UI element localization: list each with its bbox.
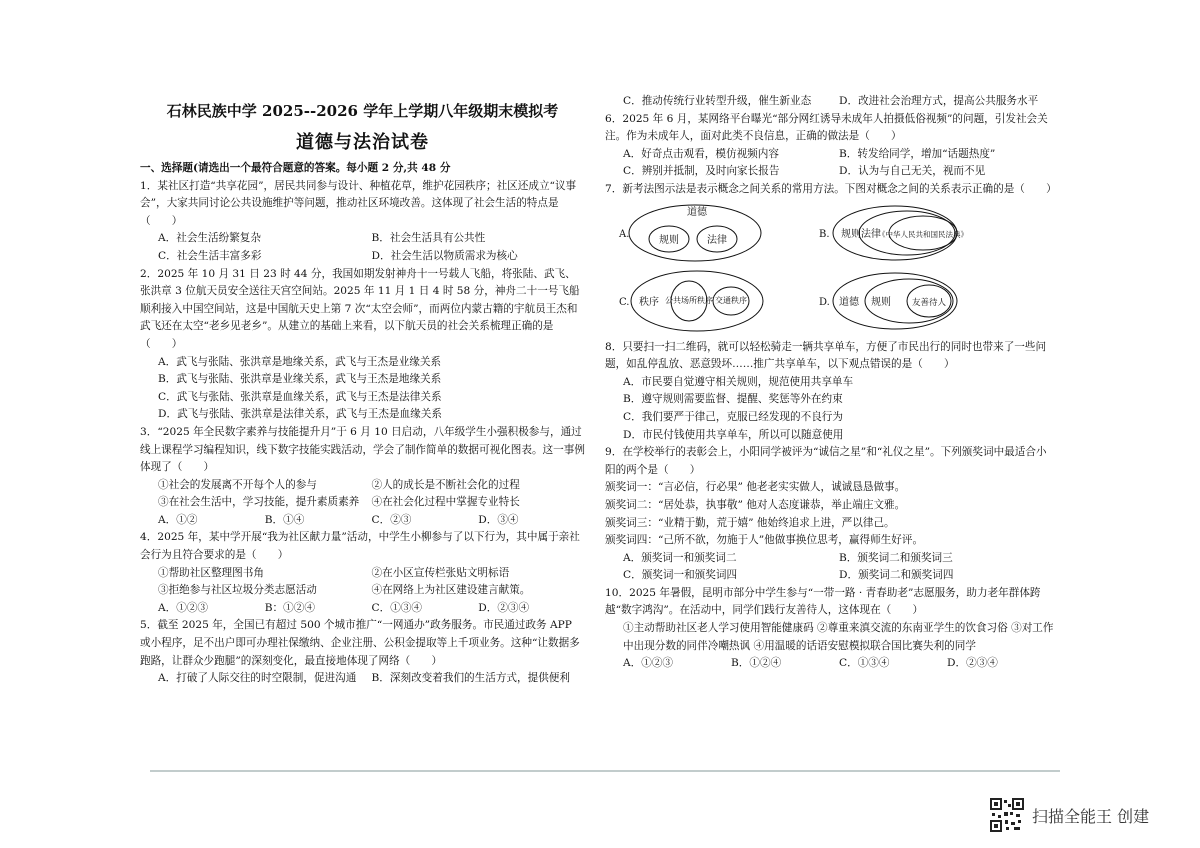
- item-2: ②人的成长是不断社会化的过程: [371, 478, 520, 491]
- diagrams-ab: [605, 201, 1055, 265]
- question-stem: 10．2025 年暑假，昆明市部分中学生参与“一带一路 · 青春助老”志愿服务，助力老年群体跨越“数字鸿沟”。在活动中，同学们践行友善待人，这体现在（ ）: [605, 586, 1041, 617]
- option-d: D．颁奖词二和颁奖词四: [839, 569, 954, 582]
- option-a: A．好奇点击观看，模仿视频内容: [623, 147, 779, 160]
- option-d: D．武飞与张陆、张洪章是法律关系，武飞与王杰是血缘关系: [158, 408, 442, 421]
- award-1: 颁奖词一：“言必信，行必果” 他老老实实做人，诚诚恳恳做事。: [605, 481, 906, 494]
- question-8: [605, 339, 1055, 445]
- option-c: C．辨别并抵制，及时向家长报告: [623, 165, 780, 178]
- option-a: A．打破了人际交往的时空限制，促进沟通: [158, 672, 357, 685]
- option-b: B：①②④: [264, 601, 315, 614]
- question-1: [140, 178, 585, 266]
- diagram-c-outer-text: 秩序: [639, 296, 659, 308]
- diagram-b-inner-text: 《中华人民共和国民法典》: [878, 229, 968, 239]
- question-stem: 3．“2025 年全民数字素养与技能提升月”于 6 月 10 日启动，八年级学生小强积极参与，通过线上课程学习编程知识，线下数字技能实践活动，学会了制作简单的数据可视化图表。这一事例体现了（ ）: [140, 425, 585, 474]
- item-1: ①帮助社区整理图书角: [158, 566, 264, 579]
- section-heading: 一、选择题(请选出一个最符合题意的答案。每小题 2 分,共 48 分: [140, 162, 451, 174]
- diagram-a-label: A.: [619, 228, 630, 240]
- question-stem: 7．新考法图示法是表示概念之间关系的常用方法。下图对概念之间的关系表示正确的是（ ）: [605, 182, 1057, 195]
- question-9: [605, 444, 1055, 585]
- diagram-d-outer-text: 道德: [839, 296, 859, 308]
- question-stem: 4．2025 年，某中学开展“我为社区献力量”活动，中学生小柳参与了以下行为，其中属于亲社会行为且符合要求的是（ ）: [140, 531, 580, 562]
- item-1: ①社会的发展离不开每个人的参与: [158, 478, 317, 491]
- diagram-row-cd: [605, 269, 1055, 335]
- option-b: B．遵守规则需要监督、提醒、奖惩等外在约束: [623, 393, 843, 406]
- option-d: D．市民付钱使用共享单车，所以可以随意使用: [623, 428, 844, 441]
- diagram-a-inner2-text: 法律: [707, 234, 727, 246]
- option-b: B．社会生活具有公共性: [371, 232, 486, 245]
- diagram-c-inner2-text: 交通秩序: [715, 295, 747, 305]
- right-column: [605, 0, 1055, 673]
- option-d: D．②③④: [947, 657, 998, 670]
- option-a: A．颁奖词一和颁奖词二: [623, 551, 737, 564]
- award-2: 颁奖词二：“居处恭，执事敬” 他对人态度谦恭，举止端庄文雅。: [605, 498, 906, 511]
- option-d: D．②③④: [478, 601, 530, 614]
- option-c: C．②③: [371, 513, 412, 526]
- diagram-c-label: C.: [619, 296, 630, 308]
- diagram-b-label: B.: [819, 228, 830, 240]
- option-b: B．转发给同学，增加“话题热度”: [839, 147, 996, 160]
- option-b: B．深刻改变着我们的生活方式，提供便利: [371, 672, 570, 685]
- option-d: D．③④: [478, 513, 519, 526]
- option-c: C．我们要严于律己，克服已经发现的不良行为: [623, 410, 843, 423]
- question-stem: 6．2025 年 6 月，某网络平台曝光“部分网红诱导未成年人拍摄低俗视频”的问题，引发社会关注。作为未成年人，面对此类不良信息，正确的做法是（ ）: [605, 112, 1048, 143]
- option-b: B．武飞与张陆、张洪章是业缘关系，武飞与王杰是地缘关系: [158, 373, 442, 386]
- diagram-d-mid-text: 规则: [871, 296, 891, 308]
- left-column: [140, 0, 585, 688]
- watermark-text: 扫描全能王 创建: [1032, 806, 1150, 826]
- option-c: C．社会生活丰富多彩: [158, 249, 262, 262]
- question-5: [140, 617, 585, 687]
- diagrams-cd: [605, 269, 1055, 335]
- question-3: [140, 424, 585, 530]
- question-stem: 5．截至 2025 年，全国已有超过 500 个城市推广“一网通办”政务服务。市民通过政务 APP 或小程序，足不出户即可办理社保缴纳、企业注册、公积金提取等上千项业务。这种“让数据多跑路，让群众少跑腿”的深刻变化，最直接地体现了网络（ ）: [140, 619, 580, 667]
- item-4: ④在网络上为社区建设建言献策。: [371, 584, 531, 597]
- question-2: [140, 266, 585, 424]
- option-b: B．①④: [264, 513, 305, 526]
- diagram-b-mid-text: 法律: [861, 228, 881, 240]
- item-3: ③拒绝参与社区垃圾分类志愿活动: [158, 584, 317, 597]
- diagram-d-label: D.: [819, 296, 830, 308]
- item-2: ②在小区宣传栏张贴文明标语: [371, 566, 510, 579]
- question-7: [605, 181, 1055, 335]
- items: ①主动帮助社区老人学习使用智能健康码 ②尊重来滇交流的东南亚学生的饮食习俗 ③对工作中出现分数的同伴冷嘲热讽 ④用温暖的话语安慰模拟联合国比赛失利的同学: [623, 622, 1054, 652]
- option-d: D．认为与自己无关，视而不见: [839, 165, 986, 178]
- option-c: C．颁奖词一和颁奖词四: [623, 569, 738, 582]
- option-c: C．武飞与张陆、张洪章是血缘关系，武飞与王杰是法律关系: [158, 390, 442, 403]
- question-stem: 1．某社区打造“共享花园”，居民共同参与设计、种植花草，维护花园秩序；社区还成立“议事会”，大家共同讨论公共设施维护等问题，推动社区环境改善。这体现了社会生活的特点是（ ）: [140, 179, 577, 227]
- option-a: A．①②③: [158, 601, 209, 614]
- item-3: ③在社会生活中，学习技能，提升素质素养: [158, 496, 360, 509]
- award-3: 颁奖词三：“业精于勤，荒于嬉” 他始终追求上进，严以律己。: [605, 516, 895, 529]
- option-a: A．①②: [158, 513, 198, 526]
- qr-code-icon: [990, 798, 1024, 832]
- question-stem: 8．只要扫一扫二维码，就可以轻松骑走一辆共享单车，方便了市民出行的同时也带来了一些问题，如乱停乱放、恶意毁坏……推广共享单车，以下观点错误的是（ ）: [605, 340, 1047, 371]
- page-bottom-line: [150, 770, 1060, 772]
- q5-option-d: D．改进社会治理方式，提高公共服务水平: [839, 95, 1039, 107]
- option-a: A．市民要自觉遵守相关规则，规范使用共享单车: [623, 375, 854, 388]
- item-4: ④在社会化过程中掌握专业特长: [371, 496, 520, 509]
- option-c: C．①③④: [371, 601, 422, 614]
- diagram-d-inner-text: 友善待人: [911, 297, 947, 308]
- award-4: 颁奖词四：“己所不欲，勿施于人”他做事换位思考，赢得师生好评。: [605, 534, 924, 547]
- diagram-b-outer-text: 规则: [841, 228, 861, 240]
- question-10: [605, 585, 1055, 673]
- option-d: D．社会生活以物质需求为核心: [371, 249, 518, 262]
- option-a: A．武飞与张陆、张洪章是地缘关系，武飞与王杰是业缘关系: [158, 355, 442, 368]
- scanner-watermark: [990, 798, 1149, 832]
- option-c: C．①③④: [839, 657, 890, 670]
- school-title: 石林民族中学 2025--2026 学年上学期八年级期末模拟考: [166, 102, 559, 120]
- option-a: A．①②③: [623, 657, 674, 670]
- diagram-row-ab: [605, 201, 1055, 265]
- subject-title: 道德与法治试卷: [296, 132, 429, 153]
- option-a: A．社会生活纷繁复杂: [158, 232, 261, 245]
- option-b: B．颁奖词二和颁奖词三: [839, 551, 953, 564]
- question-6: [605, 111, 1055, 181]
- diagram-c-inner1-text: 公共场所秩序: [665, 295, 713, 305]
- q5-option-c: C．推动传统行业转型升级，催生新业态: [623, 95, 812, 107]
- option-b: B．①②④: [731, 657, 782, 670]
- diagram-a-inner1-text: 规则: [659, 234, 679, 246]
- question-4: [140, 529, 585, 617]
- diagram-a-outer-text: 道德: [687, 206, 707, 218]
- question-stem: 2．2025 年 10 月 31 日 23 时 44 分，我国如期发射神舟十一号载人飞船，将张陆、武飞、张洪章 3 位航天员安全送往天宫空间站。2025 年 11 月 1 日 4 时 58 分，神舟二十一号飞船顺利接入中国空间站，这是中国航天史上第 7 次“太空会师”，而两位内蒙古籍的宇航员王杰和武飞还在太空“老乡见老乡”。从建立的基础上来看，以下航天员的社会关系梳理正确的是（ ）: [140, 267, 580, 350]
- question-stem: 9．在学校举行的表彰会上，小阳同学被评为“诚信之星”和“礼仪之星”。下列颁奖词中最适合小阳的两个是（ ）: [605, 446, 1047, 476]
